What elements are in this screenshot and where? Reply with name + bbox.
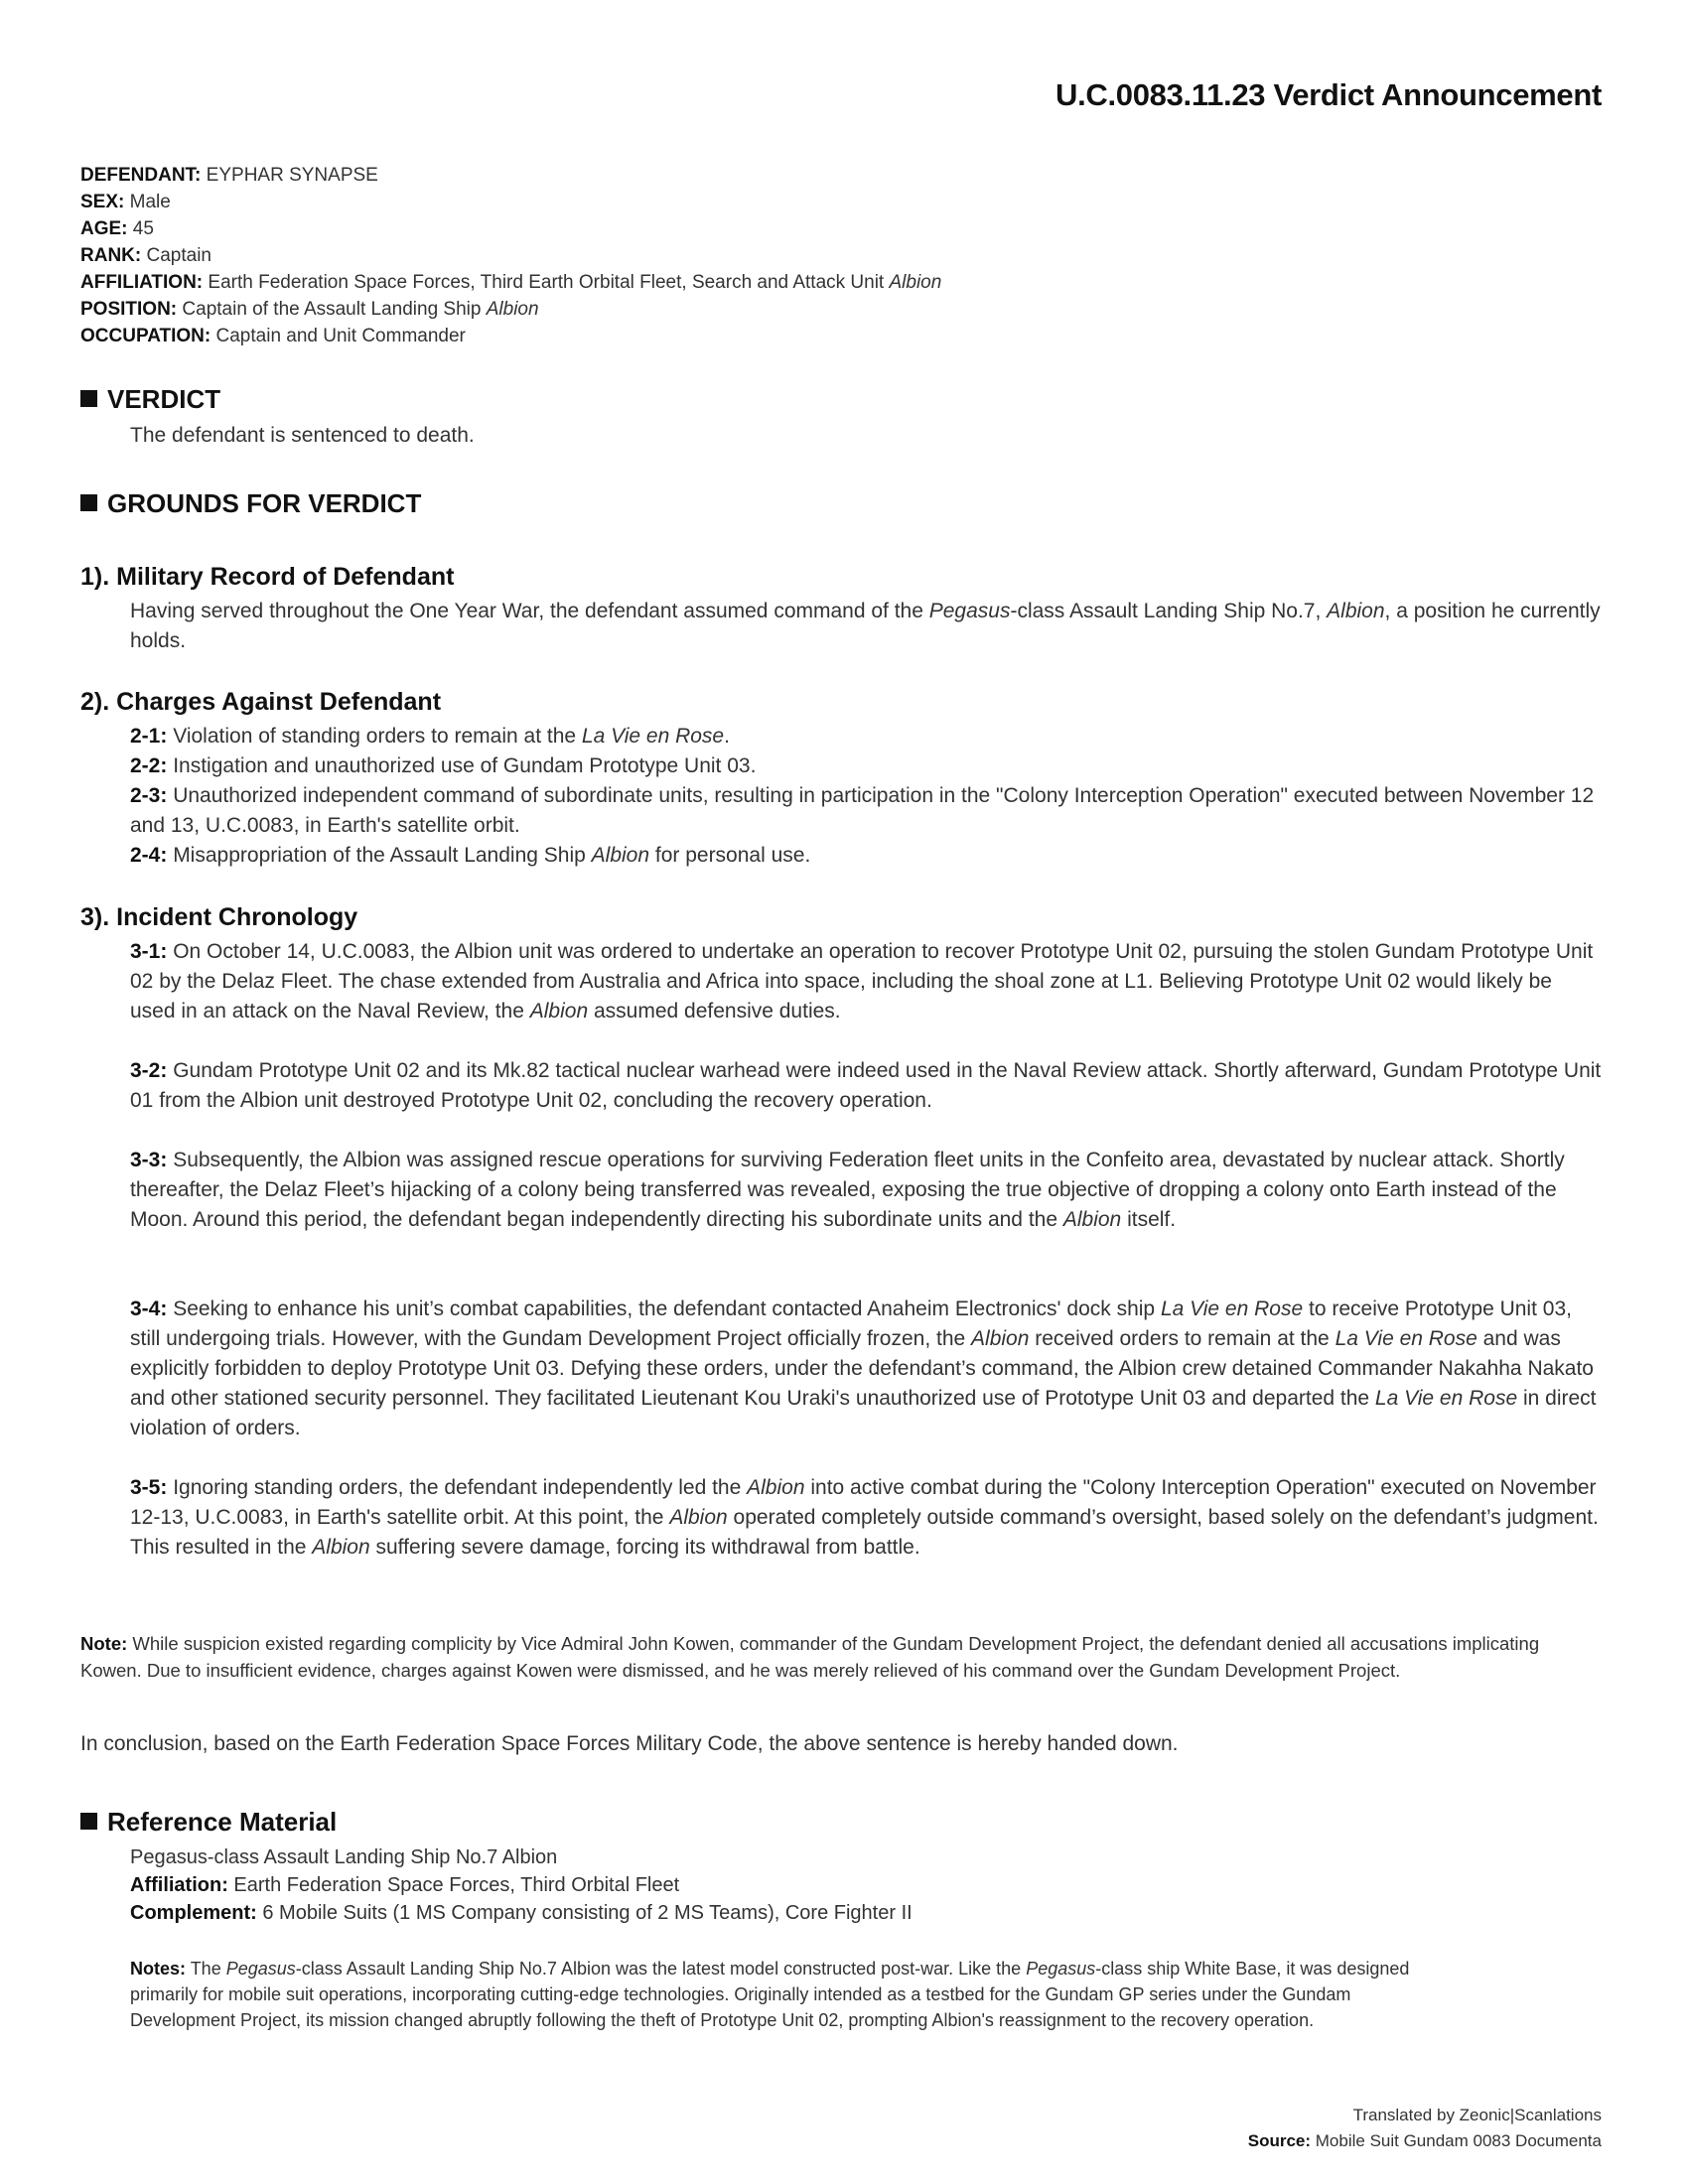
- chronology-text: assumed defensive duties.: [588, 1000, 841, 1023]
- chronology-heading: 3). Incident Chronology: [80, 903, 358, 931]
- chronology-text: Seeking to enhance his unit’s combat capabilities, the defendant contacted Anaheim Electronics' dock ship: [167, 1297, 1161, 1320]
- charge-item: [130, 722, 1602, 751]
- chronology-item-3-4: [130, 1295, 1602, 1443]
- chronology-text-italic: Albion: [971, 1327, 1030, 1350]
- info-row-sex: [80, 189, 941, 215]
- note-paragraph: [80, 1630, 1570, 1684]
- info-value-italic: Albion: [486, 299, 539, 320]
- info-value: Male: [129, 192, 171, 212]
- square-bullet-icon: [80, 390, 97, 407]
- source-value: Mobile Suit Gundam 0083 Documenta: [1311, 2131, 1602, 2150]
- info-row-rank: [80, 242, 941, 269]
- chronology-text: and was explicitly forbidden to deploy Prototype Unit 03. Defying these orders, under the defendant’s command, the Albion crew detained Commander Nakahha Nakato and other stationed security personnel. They facilitated Lieutenant Kou Uraki's unauthorized use of Prototype Unit 03 and departed the: [130, 1327, 1594, 1410]
- chronology-text: operated completely outside command’s oversight, based solely on the defendant’s judgment. This resulted in the: [130, 1506, 1599, 1559]
- info-label: DEFENDANT:: [80, 165, 202, 186]
- reference-details: [130, 1843, 913, 1927]
- charges-heading: 2). Charges Against Defendant: [80, 688, 442, 716]
- text-run: -class Assault Landing Ship No.7,: [1010, 600, 1328, 622]
- info-value: Captain: [146, 245, 211, 266]
- reference-notes-label: Notes:: [130, 1959, 187, 1979]
- military-record-heading: 1). Military Record of Defendant: [80, 563, 455, 591]
- chronology-text: Ignoring standing orders, the defendant independently led the: [167, 1476, 748, 1499]
- info-value-italic: Albion: [889, 272, 942, 293]
- chronology-text-italic: La Vie en Rose: [1335, 1327, 1477, 1350]
- charge-label: 2-2:: [130, 754, 168, 777]
- charge-text-italic: La Vie en Rose: [581, 725, 725, 748]
- reference-affiliation: [130, 1871, 913, 1899]
- chronology-text: to receive Prototype Unit 03, still undergoing trials. However, with the Gundam Development Project officially frozen, the: [130, 1297, 1572, 1350]
- info-row-affiliation: [80, 269, 941, 296]
- info-value: 45: [132, 218, 154, 239]
- reference-label: Affiliation:: [130, 1874, 228, 1896]
- charge-text: Misappropriation of the Assault Landing Ship: [167, 844, 592, 867]
- charge-item: [130, 751, 1602, 781]
- square-bullet-icon: [80, 494, 97, 511]
- translator-credit: Translated by Zeonic|Scanlations: [1352, 2106, 1602, 2124]
- reference-ship: Pegasus-class Assault Landing Ship No.7 Albion: [130, 1846, 558, 1868]
- text-run-italic: Albion: [1327, 600, 1385, 622]
- source-label: Source:: [1247, 2131, 1312, 2150]
- chronology-text: Subsequently, the Albion was assigned rescue operations for surviving Federation fleet units in the Confeito area, devastated by nuclear attack. Shortly thereafter, the Delaz Fleet’s hijacking of a colony being transferred was revealed, exposing the true objective of dropping a colony onto Earth instead of the Moon. Around this period, the defendant began independently directing his subordinate units and the: [130, 1149, 1565, 1231]
- note-label: Note:: [80, 1633, 128, 1654]
- reference-notes-italic: Pegasus: [1026, 1959, 1096, 1979]
- chronology-label: 3-2:: [130, 1059, 168, 1082]
- text-run: , a position he currently holds.: [130, 600, 1601, 652]
- charge-text: Unauthorized independent command of subordinate units, resulting in participation in the "Colony Interception Operation" executed between November 12 and 13, U.C.0083, in Earth's satellite orbit.: [130, 784, 1595, 837]
- chronology-text-italic: Albion: [1062, 1208, 1122, 1231]
- conclusion-text: In conclusion, based on the Earth Federation Space Forces Military Code, the above sentence is hereby handed down.: [80, 1732, 1179, 1755]
- info-label: OCCUPATION:: [80, 326, 211, 346]
- reference-notes: [130, 1956, 1461, 2033]
- reference-heading: [80, 1807, 337, 1838]
- chronology-label: 3-4:: [130, 1297, 168, 1320]
- reference-label: Complement:: [130, 1902, 257, 1924]
- charge-label: 2-4:: [130, 844, 168, 867]
- chronology-text-italic: La Vie en Rose: [1374, 1387, 1518, 1410]
- reference-heading-text: Reference Material: [107, 1807, 338, 1837]
- reference-value: 6 Mobile Suits (1 MS Company consisting of 2 MS Teams), Core Fighter II: [256, 1902, 913, 1924]
- charge-text: Violation of standing orders to remain at the: [167, 725, 582, 748]
- charge-item: [130, 781, 1602, 841]
- charge-text-italic: Albion: [591, 844, 650, 867]
- chronology-text-italic: Albion: [669, 1506, 728, 1529]
- chronology-item-3-1: [130, 937, 1602, 1026]
- verdict-text: The defendant is sentenced to death.: [130, 424, 475, 447]
- square-bullet-icon: [80, 1813, 97, 1830]
- note-text: While suspicion existed regarding complicity by Vice Admiral John Kowen, commander of the Gundam Development Project, the defendant denied all accusations implicating Kowen. Due to insufficient evidence, charges against Kowen were dismissed, and he was merely relieved of his command over the Gundam Development Project.: [80, 1633, 1540, 1681]
- chronology-text: in direct violation of orders.: [130, 1387, 1597, 1439]
- footer: [1248, 2103, 1602, 2154]
- chronology-text-italic: Albion: [529, 1000, 589, 1023]
- chronology-text-italic: Albion: [747, 1476, 805, 1499]
- chronology-item-3-3: [130, 1146, 1602, 1235]
- charge-text: for personal use.: [649, 844, 811, 867]
- info-row-age: [80, 215, 941, 242]
- reference-complement: [130, 1899, 913, 1927]
- chronology-text: suffering severe damage, forcing its withdrawal from battle.: [369, 1536, 920, 1559]
- info-value: Captain of the Assault Landing Ship: [182, 299, 487, 320]
- chronology-text: Gundam Prototype Unit 02 and its Mk.82 tactical nuclear warhead were indeed used in the Naval Review attack. Shortly afterward, Gundam Prototype Unit 01 from the Albion unit destroyed Prototype Unit 02, concluding the recovery operation.: [130, 1059, 1602, 1112]
- verdict-heading-text: VERDICT: [107, 384, 221, 414]
- grounds-heading: [80, 488, 421, 519]
- info-row-defendant: [80, 162, 941, 189]
- info-value: EYPHAR SYNAPSE: [206, 165, 378, 186]
- chronology-item-3-5: [130, 1473, 1602, 1563]
- charge-item: [130, 841, 1602, 871]
- info-value: Earth Federation Space Forces, Third Earth Orbital Fleet, Search and Attack Unit: [208, 272, 890, 293]
- reference-notes-text: -class Assault Landing Ship No.7 Albion was the latest model constructed post-war. Like the: [295, 1959, 1027, 1979]
- charge-text: .: [724, 725, 730, 748]
- charge-label: 2-1:: [130, 725, 168, 748]
- verdict-heading: [80, 384, 220, 415]
- chronology-label: 3-3:: [130, 1149, 168, 1171]
- grounds-heading-text: GROUNDS FOR VERDICT: [107, 488, 422, 518]
- info-value: Captain and Unit Commander: [215, 326, 466, 346]
- info-label: AGE:: [80, 218, 128, 239]
- reference-value: Earth Federation Space Forces, Third Orbital Fleet: [227, 1874, 680, 1896]
- chronology-item-3-2: [130, 1056, 1602, 1116]
- text-run: Having served throughout the One Year War, the defendant assumed command of the: [130, 600, 929, 622]
- chronology-text-italic: La Vie en Rose: [1160, 1297, 1304, 1320]
- chronology-label: 3-5:: [130, 1476, 168, 1499]
- charge-label: 2-3:: [130, 784, 168, 807]
- info-label: SEX:: [80, 192, 125, 212]
- page-title: U.C.0083.11.23 Verdict Announcement: [1055, 77, 1602, 112]
- source-credit: [1248, 2128, 1602, 2154]
- chronology-text: received orders to remain at the: [1029, 1327, 1336, 1350]
- chronology-text: into active combat during the "Colony Interception Operation" executed on November 12-13, U.C.0083, in Earth's satellite orbit. At this point, the: [130, 1476, 1597, 1529]
- defendant-info: [80, 162, 941, 349]
- charges-list: [130, 722, 1602, 871]
- info-row-occupation: [80, 323, 941, 349]
- reference-notes-text: -class ship White Base, it was designed primarily for mobile suit operations, incorporating cutting-edge technologies. Originally intended as a testbed for the Gundam GP series under the Gundam Development Project, its mission changed abruptly following the theft of Prototype Unit 02, prompting Albion's reassignment to the recovery operation.: [130, 1959, 1410, 2030]
- info-label: AFFILIATION:: [80, 272, 204, 293]
- info-label: RANK:: [80, 245, 142, 266]
- info-row-position: [80, 296, 941, 323]
- charge-text: Instigation and unauthorized use of Gundam Prototype Unit 03.: [167, 754, 757, 777]
- chronology-text-italic: Albion: [312, 1536, 370, 1559]
- reference-notes-text: The: [186, 1959, 226, 1979]
- info-label: POSITION:: [80, 299, 178, 320]
- chronology-text: On October 14, U.C.0083, the Albion unit was ordered to undertake an operation to recover Prototype Unit 02, pursuing the stolen Gundam Prototype Unit 02 by the Delaz Fleet. The chase extended from Australia and Africa into space, including the shoal zone at L1. Believing Prototype Unit 02 would likely be used in an attack on the Naval Review, the: [130, 940, 1594, 1023]
- military-record-text: [130, 597, 1602, 656]
- chronology-text: itself.: [1121, 1208, 1177, 1231]
- reference-notes-italic: Pegasus: [225, 1959, 296, 1979]
- text-run-italic: Pegasus: [928, 600, 1011, 622]
- chronology-label: 3-1:: [130, 940, 168, 963]
